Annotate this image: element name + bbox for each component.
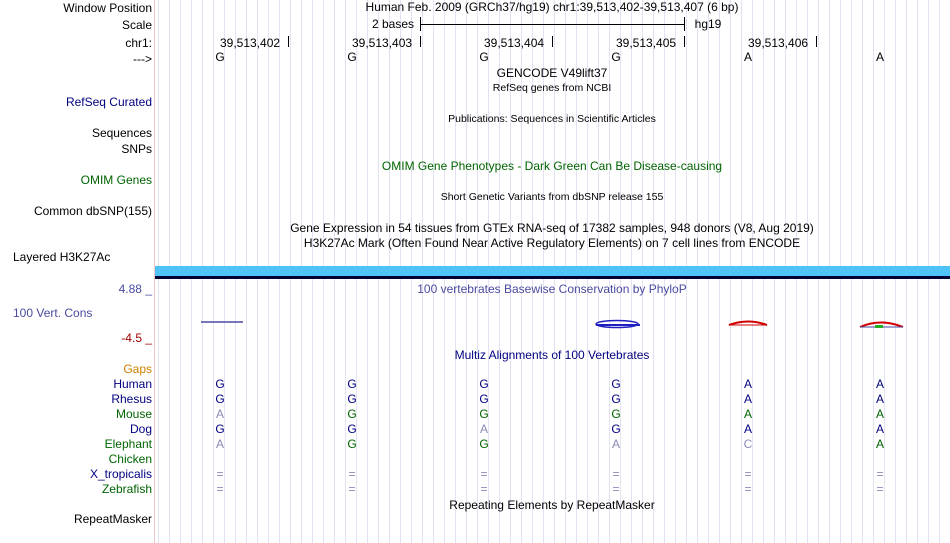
alignment-base: G bbox=[347, 437, 357, 451]
alignment-base: A bbox=[875, 437, 884, 451]
alignment-base: A bbox=[215, 437, 224, 451]
alignment-base: = bbox=[216, 482, 224, 496]
alignment-base: = bbox=[744, 482, 752, 496]
alignment-base: A bbox=[875, 377, 884, 391]
alignment-base: G bbox=[611, 377, 621, 391]
track-title-dbsnp[interactable]: Short Genetic Variants from dbSNP release 155 bbox=[440, 191, 664, 203]
scale-bar-right-tick bbox=[684, 17, 685, 31]
alignment-base: A bbox=[875, 392, 884, 406]
track-title-multiz[interactable]: Multiz Alignments of 100 Vertebrates bbox=[454, 348, 650, 362]
species-label-dog[interactable]: Dog bbox=[129, 422, 152, 436]
track-title-gencode[interactable]: GENCODE V49lift37 bbox=[496, 66, 608, 80]
phylop-mark-5 bbox=[729, 322, 767, 326]
alignment-base: C bbox=[743, 437, 753, 451]
alignment-base: G bbox=[347, 407, 357, 421]
species-label-human[interactable]: Human bbox=[113, 377, 152, 391]
phylop-signal-plot[interactable] bbox=[155, 310, 950, 340]
alignment-base: = bbox=[876, 482, 884, 496]
alignment-base: A bbox=[743, 377, 752, 391]
strand-toggle[interactable]: ---> bbox=[133, 52, 152, 66]
track-title-phylop[interactable]: 100 vertebrates Basewise Conservation by PhyloP bbox=[417, 282, 687, 296]
h3k27ac-signal[interactable] bbox=[155, 266, 950, 276]
alignment-base: G bbox=[347, 392, 357, 406]
species-label-rhesus[interactable]: Rhesus bbox=[111, 392, 152, 406]
track-title-refseq[interactable]: RefSeq genes from NCBI bbox=[492, 82, 612, 94]
track-label-sequences[interactable]: Sequences bbox=[91, 126, 152, 140]
alignment-base: G bbox=[611, 422, 621, 436]
alignment-base: A bbox=[743, 422, 752, 436]
species-label-elephant[interactable]: Elephant bbox=[104, 437, 152, 451]
reference-base: A bbox=[743, 50, 752, 64]
track-label-refseq[interactable]: RefSeq Curated bbox=[65, 95, 152, 109]
window-position-label: Window Position bbox=[63, 1, 152, 15]
alignment-base: A bbox=[743, 392, 752, 406]
ruler-position-label: 39,513,405 bbox=[616, 36, 677, 50]
cons-max-value: 4.88 _ bbox=[118, 282, 152, 296]
track-label-gaps[interactable]: Gaps bbox=[123, 362, 152, 376]
alignment-base: G bbox=[347, 377, 357, 391]
alignment-base: = bbox=[612, 467, 620, 481]
track-label-repeatmasker[interactable]: RepeatMasker bbox=[73, 512, 152, 526]
scale-bar-left-tick bbox=[420, 17, 421, 31]
alignment-base: G bbox=[479, 407, 489, 421]
alignment-base: A bbox=[611, 437, 620, 451]
ruler-tick bbox=[816, 36, 817, 47]
alignment-base: G bbox=[215, 392, 225, 406]
species-label-zebrafish[interactable]: Zebrafish bbox=[101, 482, 152, 496]
cons-min-value: -4.5 _ bbox=[121, 331, 152, 345]
scale-bar-db: hg19 bbox=[694, 17, 722, 31]
ruler-tick bbox=[684, 36, 685, 47]
chrom-label: chr1: bbox=[125, 36, 152, 50]
reference-base: G bbox=[347, 50, 357, 64]
alignment-base: = bbox=[612, 482, 620, 496]
reference-base: G bbox=[215, 50, 225, 64]
species-label-chicken[interactable]: Chicken bbox=[108, 452, 152, 466]
alignment-base: A bbox=[875, 407, 884, 421]
alignment-base: G bbox=[611, 407, 621, 421]
scale-label: Scale bbox=[121, 18, 152, 32]
track-label-h3k27ac[interactable]: Layered H3K27Ac bbox=[13, 250, 111, 264]
alignment-base: A bbox=[875, 422, 884, 436]
alignment-base: = bbox=[876, 467, 884, 481]
ruler-position-label: 39,513,404 bbox=[484, 36, 545, 50]
track-title-h3k27ac[interactable]: H3K27Ac Mark (Often Found Near Active Regulatory Elements) on 7 cell lines from ENCODE bbox=[303, 236, 801, 250]
h3k27ac-baseline bbox=[155, 276, 950, 279]
alignment-base: = bbox=[348, 482, 356, 496]
alignment-base: = bbox=[480, 467, 488, 481]
track-title-repeatmasker[interactable]: Repeating Elements by RepeatMasker bbox=[449, 498, 655, 512]
track-label-conservation[interactable]: 100 Vert. Cons bbox=[13, 306, 93, 320]
scale-bar-line bbox=[420, 24, 684, 25]
track-title-omim-phenotypes[interactable]: OMIM Gene Phenotypes - Dark Green Can Be Disease-causing bbox=[381, 159, 723, 173]
ruler-position-label: 39,513,403 bbox=[352, 36, 413, 50]
reference-base: G bbox=[479, 50, 489, 64]
alignment-base: G bbox=[479, 377, 489, 391]
scale-bar-text: 2 bases bbox=[371, 17, 415, 31]
alignment-base: A bbox=[479, 422, 488, 436]
alignment-base: A bbox=[743, 407, 752, 421]
alignment-base: G bbox=[215, 422, 225, 436]
alignment-base: = bbox=[480, 482, 488, 496]
ruler-tick bbox=[552, 36, 553, 47]
alignment-base: G bbox=[215, 377, 225, 391]
track-label-dbsnp[interactable]: Common dbSNP(155) bbox=[33, 204, 152, 218]
alignment-base: A bbox=[215, 407, 224, 421]
ruler-position-label: 39,513,402 bbox=[220, 36, 281, 50]
ruler-position-label: 39,513,406 bbox=[748, 36, 809, 50]
species-label-mouse[interactable]: Mouse bbox=[115, 407, 152, 421]
phylop-mark-6-highlight bbox=[875, 325, 883, 328]
reference-base: A bbox=[875, 50, 884, 64]
alignment-base: G bbox=[479, 437, 489, 451]
alignment-base: G bbox=[347, 422, 357, 436]
alignment-base: = bbox=[348, 467, 356, 481]
ruler-tick bbox=[420, 36, 421, 47]
ruler-tick bbox=[288, 36, 289, 47]
alignment-base: G bbox=[611, 392, 621, 406]
track-image-area[interactable] bbox=[155, 0, 950, 543]
track-label-omim[interactable]: OMIM Genes bbox=[80, 173, 152, 187]
window-position-text: Human Feb. 2009 (GRCh37/hg19) chr1:39,513,402-39,513,407 (6 bp) bbox=[365, 0, 739, 14]
track-title-gtex[interactable]: Gene Expression in 54 tissues from GTEx RNA-seq of 17382 samples, 948 donors (V8, Aug 2019) bbox=[290, 221, 814, 235]
alignment-base: = bbox=[216, 467, 224, 481]
track-title-publications[interactable]: Publications: Sequences in Scientific Articles bbox=[448, 113, 656, 125]
alignment-base: = bbox=[744, 467, 752, 481]
reference-base: G bbox=[611, 50, 621, 64]
track-label-snps[interactable]: SNPs bbox=[121, 142, 152, 156]
track-label-column bbox=[0, 0, 154, 543]
alignment-base: G bbox=[479, 392, 489, 406]
species-label-x_tropicalis[interactable]: X_tropicalis bbox=[89, 467, 152, 481]
